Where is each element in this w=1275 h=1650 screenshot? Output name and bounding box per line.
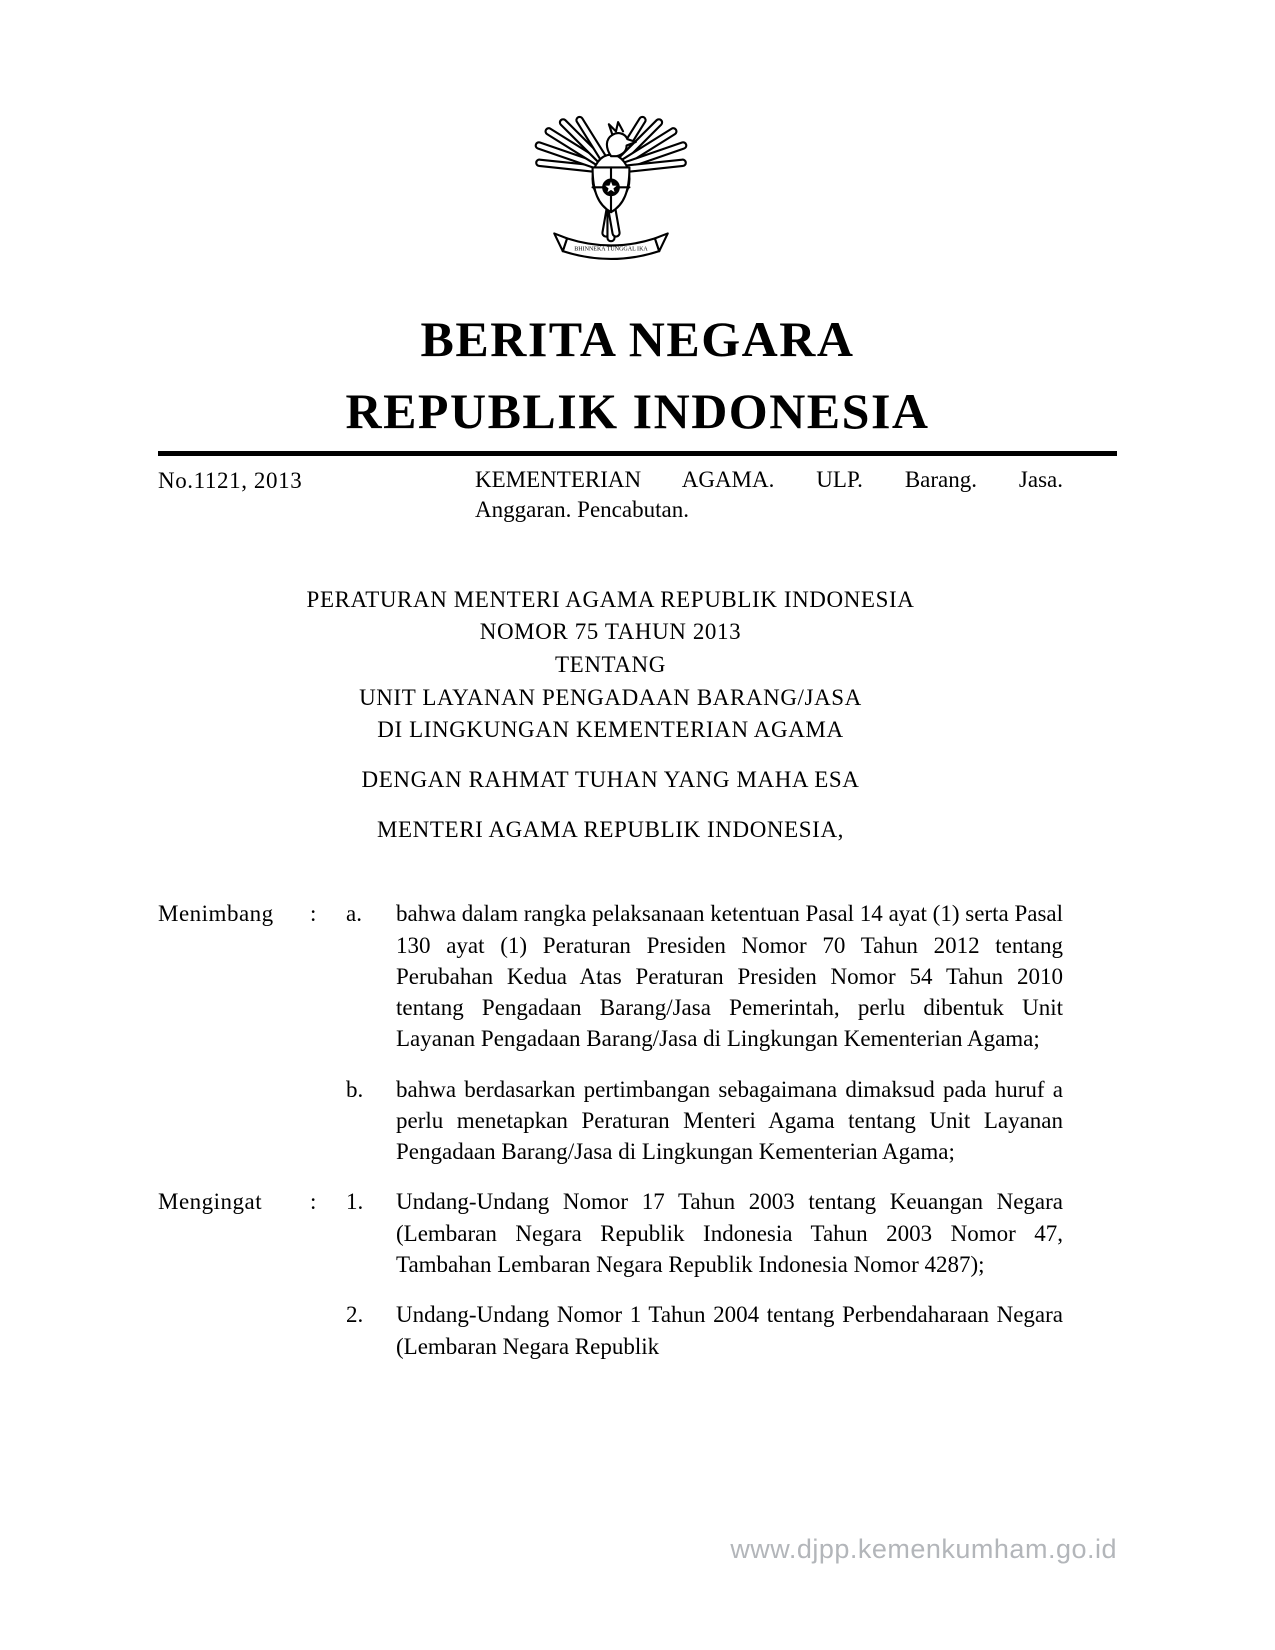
considering-item-a-marker: a. — [346, 901, 362, 927]
gazette-title-line-2: REPUBLIK INDONESIA — [345, 383, 930, 439]
subject-line-2: Anggaran. Pencabutan. — [475, 497, 689, 523]
authority-line: MENTERI AGAMA REPUBLIK INDONESIA, — [376, 816, 845, 842]
considering-item-b-text: bahwa berdasarkan pertimbangan sebagaimana dimaksud pada huruf a perlu menetapkan Peraturan Menteri Agama tentang Unit Layanan Pengadaan Barang/Jasa di Lingkungan Kementerian Agama; — [396, 1076, 1063, 1165]
emblem-motto-text: BHINNEKA TUNGGAL IKA — [573, 246, 648, 253]
considering-label: Menimbang — [158, 901, 274, 927]
gazette-title — [158, 303, 1117, 447]
considering-item-b — [158, 1074, 1063, 1168]
regulation-title-block — [158, 584, 1063, 847]
considering-item-a — [158, 898, 1063, 1054]
watermark-url: www.djpp.kemenkumham.go.id — [730, 1534, 1117, 1564]
emblem-container — [158, 78, 1063, 279]
regulation-title-line-3: TENTANG — [555, 652, 666, 678]
legal-basis-item-2 — [158, 1299, 1063, 1362]
legal-basis-label: Mengingat — [158, 1189, 263, 1215]
clauses — [158, 898, 1063, 1361]
subject-line-1: KEMENTERIAN AGAMA. ULP. Barang. Jasa. — [475, 467, 1063, 492]
regulation-title-line-1: PERATURAN MENTERI AGAMA REPUBLIK INDONESIA — [306, 586, 915, 612]
masthead-row — [158, 465, 1063, 526]
considering-colon: : — [310, 901, 317, 927]
regulation-title-line-5: DI LINGKUNGAN KEMENTERIAN AGAMA — [377, 717, 844, 743]
legal-basis-item-1-text: Undang-Undang Nomor 17 Tahun 2003 tentang Keuangan Negara (Lembaran Negara Republik Indonesia Tahun 2003 Nomor 47, Tambahan Lembaran Negara Republik Indonesia Nomor 4287); — [396, 1189, 1063, 1277]
legal-basis-item-1 — [158, 1186, 1063, 1280]
legal-basis-item-1-marker: 1. — [346, 1189, 364, 1215]
subject-block — [475, 465, 1063, 526]
legal-basis-colon: : — [310, 1189, 317, 1215]
gazette-title-line-1: BERITA NEGARA — [420, 311, 855, 367]
considering-item-b-marker: b. — [346, 1076, 364, 1102]
considering-item-a-text: bahwa dalam rangka pelaksanaan ketentuan Pasal 14 ayat (1) serta Pasal 130 ayat (1) Peraturan Presiden Nomor 70 Tahun 2012 tentang Perubahan Kedua Atas Peraturan Presiden Nomor 54 Tahun 2010 tentang Pengadaan Barang/Jasa Pemerintah, perlu dibentuk Unit Layanan Pengadaan Barang/Jasa di Lingkungan Kementerian Agama; — [396, 901, 1063, 1052]
regulation-title-line-2: NOMOR 75 TAHUN 2013 — [479, 619, 742, 645]
legal-basis-item-2-marker: 2. — [346, 1302, 364, 1328]
invocation-line: DENGAN RAHMAT TUHAN YANG MAHA ESA — [361, 767, 860, 792]
regulation-title-line-4: UNIT LAYANAN PENGADAAN BARANG/JASA — [359, 684, 862, 710]
issue-number: No.1121, 2013 — [158, 468, 303, 493]
garuda-emblem-icon — [533, 78, 689, 274]
legal-basis-item-2-text: Undang-Undang Nomor 1 Tahun 2004 tentang Perbendaharaan Negara (Lembaran Negara Republik — [396, 1302, 1063, 1359]
masthead-rule — [158, 451, 1117, 456]
